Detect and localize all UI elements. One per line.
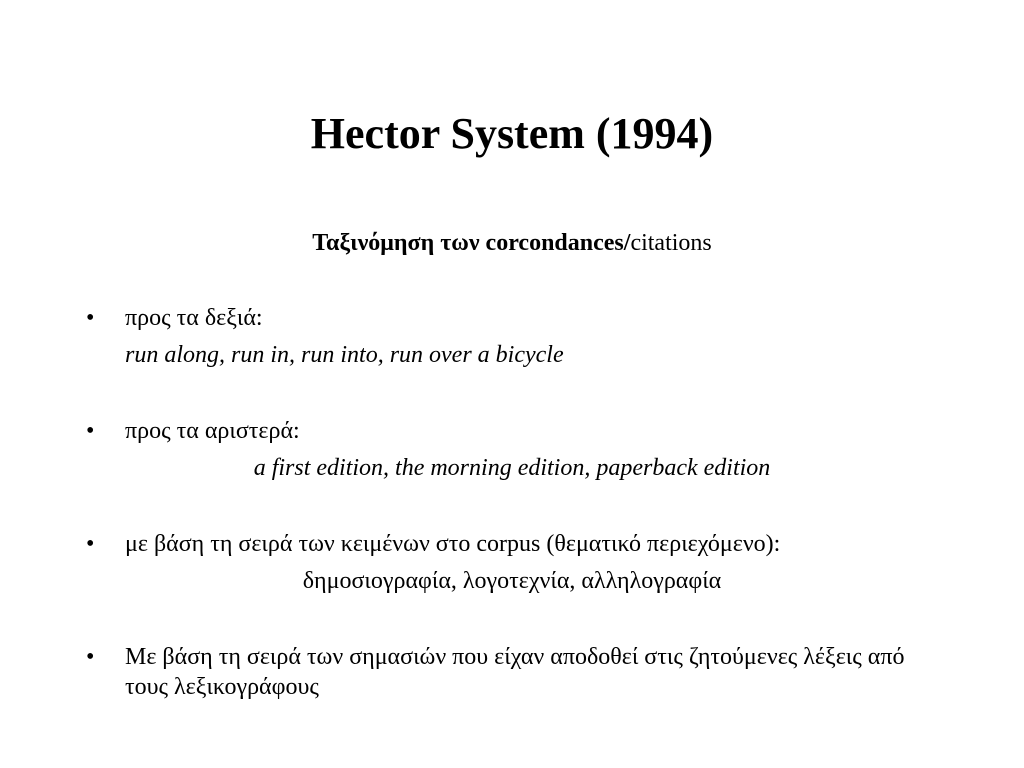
bullet-example-corpus-order: δημοσιογραφία, λογοτεχνία, αλληλογραφία — [302, 568, 722, 594]
bullet-marker: • — [86, 531, 95, 557]
subtitle-regular-text: citations — [630, 230, 712, 256]
bullet-text-sense-order: Με βάση τη σειρά των σημασιών που είχαν αποδοθεί στις ζητούμενες λέξεις από τους λεξικογράφους — [125, 644, 905, 700]
bullet-marker: • — [86, 644, 95, 670]
bullet-example-right-sort: run along, run in, run into, run over a bicycle — [125, 342, 564, 368]
subtitle-bold-text: Ταξινόμηση των corcondances/ — [312, 230, 631, 256]
slide-title: Hector System (1994) — [310, 109, 714, 158]
bullet-text-left-sort: προς τα αριστερά: — [125, 418, 300, 444]
bullet-text-corpus-order: με βάση τη σειρά των κειμένων στο corpus (θεματικό περιεχόμενο): — [125, 531, 781, 557]
bullet-text-right-sort: προς τα δεξιά: — [125, 305, 263, 331]
slide-subtitle — [0, 228, 1024, 258]
bullet-example-left-sort: a first edition, the morning edition, paperback edition — [253, 455, 771, 481]
bullet-marker: • — [86, 418, 95, 444]
bullet-marker: • — [86, 305, 95, 331]
